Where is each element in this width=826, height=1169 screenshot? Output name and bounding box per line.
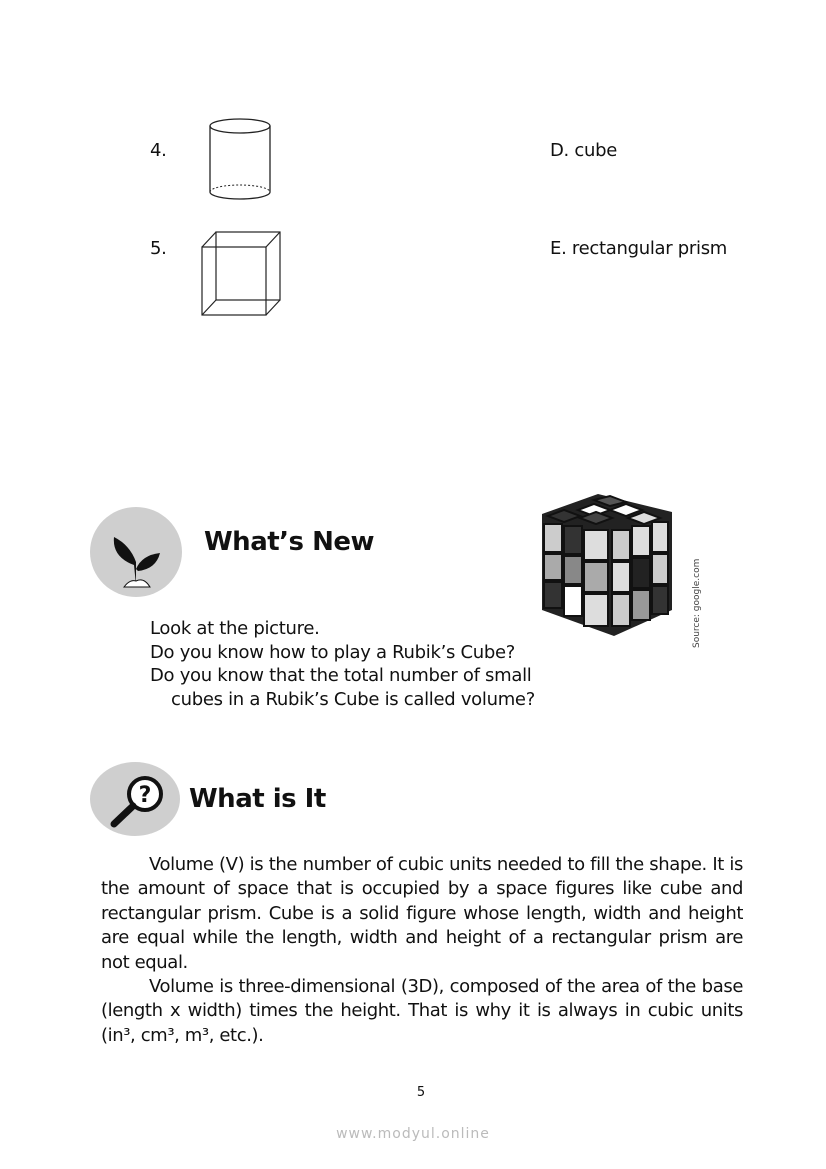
section-title: What is It	[189, 784, 326, 814]
svg-text:?: ?	[138, 783, 152, 808]
paragraph: Volume is three-dimensional (3D), composed of the area of the base (length x width) times the height. That is why it is always in cubic units (in³, cm³, m³, etc.).	[101, 976, 743, 1046]
paragraph: Volume (V) is the number of cubic units needed to fill the shape. It is the amount of space that is occupied by a space figures like cube and rectangular prism. Cube is a solid figure whose length, width and height are equal while the length, width and height of a rectangular prism are not equal.	[101, 854, 743, 973]
what-is-it-body	[101, 853, 743, 1048]
section-title: What’s New	[204, 527, 374, 557]
cylinder-figure	[205, 116, 275, 204]
item-number: 4.	[150, 140, 167, 161]
text-line: Look at the picture.	[150, 618, 320, 639]
cube-figure	[198, 228, 284, 320]
plant-icon	[90, 507, 182, 597]
page-number: 5	[416, 1085, 426, 1100]
magnifier-question-icon	[90, 762, 180, 836]
answer-choice: E. rectangular prism	[550, 238, 728, 259]
item-number: 5.	[150, 238, 167, 259]
text-line: Do you know that the total number of small	[150, 665, 532, 686]
watermark: www.modyul.online	[336, 1126, 490, 1142]
text-line: Do you know how to play a Rubik’s Cube?	[150, 641, 516, 663]
rubiks-cube-image	[538, 490, 676, 640]
image-credit: Source: google.com	[692, 558, 702, 648]
whats-new-text	[150, 617, 535, 711]
answer-choice: D. cube	[550, 140, 618, 161]
text-line: cubes in a Rubik’s Cube is called volume?	[171, 688, 535, 710]
